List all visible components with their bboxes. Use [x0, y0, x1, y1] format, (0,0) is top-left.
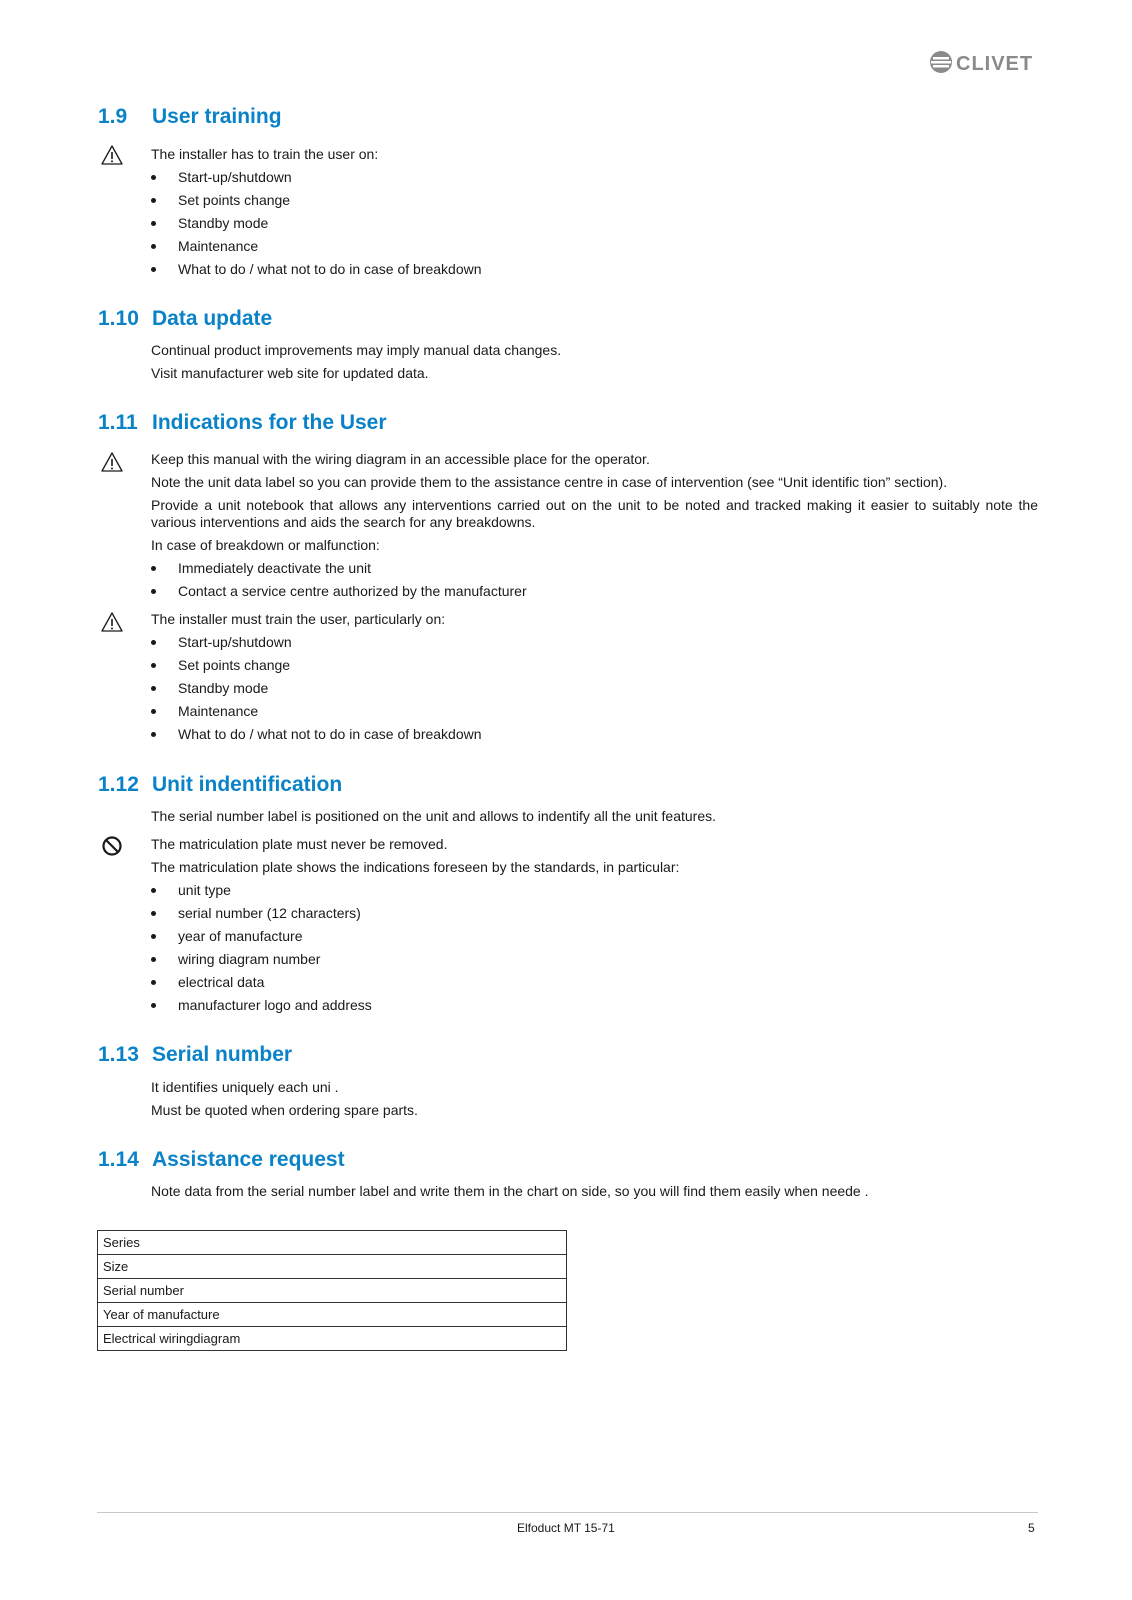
footer-document-title: Elfoduct MT 15-71 [517, 1521, 615, 1535]
warning-icon [100, 611, 124, 633]
section-heading-user-training: 1.9 User training [98, 105, 282, 128]
table-row [98, 1231, 567, 1255]
table-row [98, 1303, 567, 1327]
paragraph: The serial number label is positioned on the unit and allows to indentify all the unit features. [151, 808, 717, 824]
table-cell: Series [98, 1231, 567, 1255]
table-row [98, 1327, 567, 1351]
paragraph: The installer has to train the user on: [151, 146, 379, 162]
paragraph: Provide a unit notebook that allows any interventions carried out on the unit to be noted and tracked making it easier to suitably note the various interventions and aids the search for any breakdowns. [151, 497, 1038, 530]
clivet-logo [929, 48, 1039, 76]
table-cell: Year of manufacture [98, 1303, 567, 1327]
section-heading-serial-number: 1.13 Serial number [98, 1043, 293, 1066]
paragraph: The matriculation plate shows the indications foreseen by the standards, in particular: [151, 859, 680, 875]
warning-icon [100, 451, 124, 473]
paragraph: The installer must train the user, particularly on: [151, 611, 446, 627]
section-heading-unit-identification: 1.12 Unit indentification [98, 773, 343, 796]
warning-icon [100, 144, 124, 166]
table-row [98, 1255, 567, 1279]
assistance-data-table [97, 1230, 567, 1351]
section-heading-data-update: 1.10 Data update [98, 307, 273, 330]
page-number: 5 [1028, 1521, 1035, 1535]
paragraph: The matriculation plate must never be removed. [151, 836, 448, 852]
prohibition-icon [100, 835, 124, 857]
table-cell: Serial number [98, 1279, 567, 1303]
table-cell: Size [98, 1255, 567, 1279]
svg-text:CLIVET: CLIVET [956, 53, 1034, 75]
paragraph: Continual product improvements may imply manual data changes. [151, 342, 562, 358]
table-cell: Electrical wiringdiagram [98, 1327, 567, 1351]
paragraph: Must be quoted when ordering spare parts. [151, 1102, 418, 1118]
section-heading-assistance-request: 1.14 Assistance request [98, 1148, 345, 1171]
paragraph: Note the unit data label so you can provide them to the assistance centre in case of intervention (see “Unit identific tion” section). [151, 474, 948, 490]
table-row [98, 1279, 567, 1303]
paragraph: Visit manufacturer web site for updated data. [151, 365, 429, 381]
paragraph: In case of breakdown or malfunction: [151, 537, 380, 553]
footer-divider [97, 1512, 1038, 1513]
paragraph: Note data from the serial number label and write them in the chart on side, so you will find them easily when neede . [151, 1183, 869, 1199]
paragraph: Keep this manual with the wiring diagram in an accessible place for the operator. [151, 451, 650, 467]
paragraph: It identifies uniquely each uni . [151, 1079, 339, 1095]
section-heading-indications: 1.11 Indications for the User [98, 411, 387, 434]
